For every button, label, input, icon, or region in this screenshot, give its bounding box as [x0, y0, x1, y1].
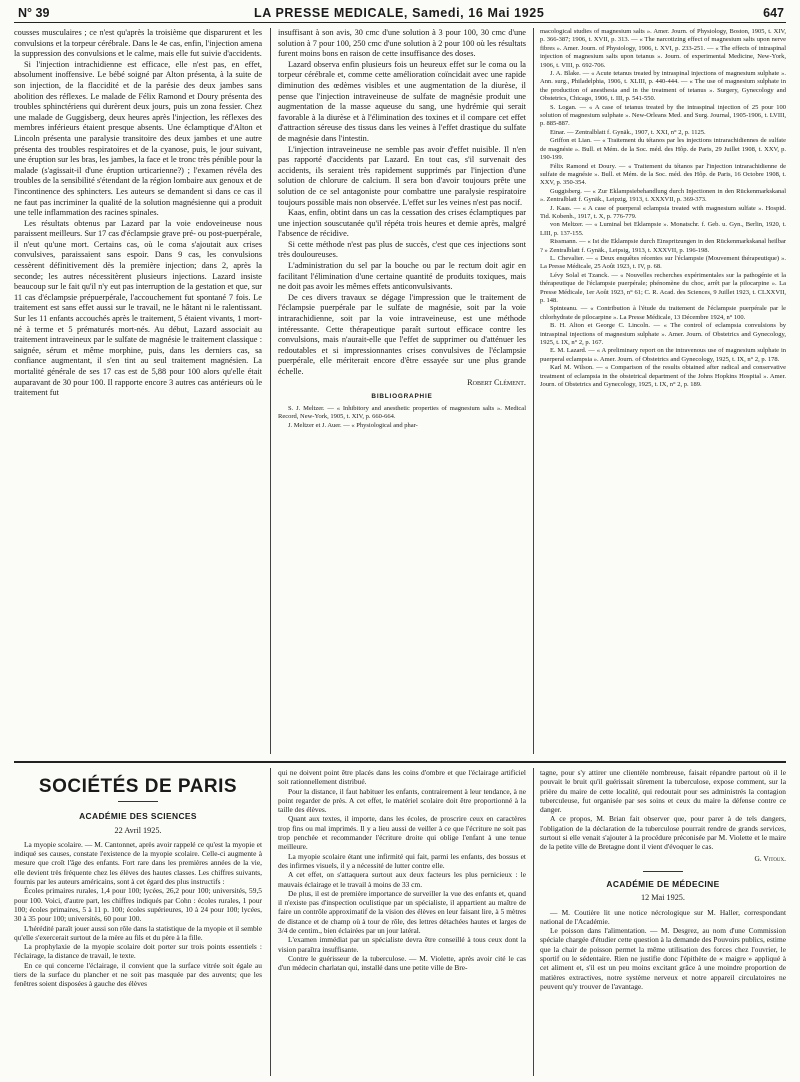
author-signature: G. Vitoux.: [754, 853, 786, 863]
societes-column-3: [540, 768, 786, 1076]
column-divider: [270, 28, 271, 754]
bibliography-entry: Lévy Solal et Tzanck. — « Nouvelles recherches expérimentales sur la pathogénie et la thérapeutique de l'éclampsie puerpérale; phénomène du choc, arrêt par la pilocarpine ». La Presse Médicale, 1er Août 1923, n° 61; C. R. Acad. des Sciences, 9 Juillet 1923, t. CLXXVII, p. 148.: [540, 271, 786, 304]
paragraph: Le poisson dans l'alimentation. — M. Desgrez, au nom d'une Commission spéciale chargée d'étudier cette question à la demande des Pouvoirs publics, estime que la chair de poisson permet la même utilisation des forces chez l'ouvrier, le sportif ou le sédentaire. Rien ne justifie donc l'épithète de « maigre » appliqué à cet aliment et, s'il est un peu moins excitant grâce à une moindre proportion de matières extractives, notre système nerveux et notre appareil circulatoires ne peuvent qu'y trouver de l'avantage.: [540, 926, 786, 991]
paragraph: Quant aux textes, il importe, dans les écoles, de proscrire ceux en caractères trop fins ou mal imprimés. Il y a lieu aussi de veiller à ce que l'écriture ne soit pas trop penchée et recommander l'écriture droite qui oblige l'enfant à une tenue meilleure.: [278, 814, 526, 852]
paragraph: De plus, il est de première importance de surveiller la vue des enfants et, quand il n'existe pas d'inspection oculistique par un spécialiste, il appartient au maître de faire un contrôle approximatif de la vision des élèves en leur faisant lire, à 5 mètres de distance et de champ où à tour de rôle, des lettres détachées hautes et larges de 3/4 de centim., bien éclairées par un jour latéral.: [278, 888, 526, 936]
bibliography-entry: von Meltzer. — « Luminal bei Eklampsie ». Monatschr. f. Geb. u. Gyn., Berlin, 1920, t. LIII, p. 137-155.: [540, 221, 786, 237]
session-date: 22 Avril 1925.: [114, 825, 162, 835]
column-divider: [533, 28, 534, 754]
bibliography-entry: Griffon et Lian. — « Traitement du tétanos par les injections intrarachidiennes de sulfate de magnésie ». Bull. et Mém. de la Soc. méd. des Hôp. de Paris, 29 Juillet 1908, t. XXV, p. 190-199.: [540, 137, 786, 162]
bibliography-entry: macological studies of magnesium salts ». Amer. Journ. of Physiology, Boston, 1905, t. XIV, p. 366-387; 1906, t. XVII, p. 313. — « The narcotizing effect of magnesium salts upon nerve fibres ». Amer. Journ. of Physiology, 1906, t. XVI, p. 233-251. — « The effects of intraspinal injection of magnesium salts upon tetanus ». Journ. of experimental Medicine, New-York, 1906, t. VIII, p. 692-706.: [540, 28, 786, 69]
paragraph: L'administration du sel par la bouche ou par le rectum doit agir en facilitant l'élimination d'une certaine quantité de produits toxiques, mais ne doit pas avoir les mêmes effets anticonvulsivants.: [278, 261, 526, 292]
running-title: LA PRESSE MEDICALE, Samedi, 16 Mai 1925: [254, 6, 545, 20]
paragraph: De ces divers travaux se dégage l'impression que le traitement de l'éclampsie puerpérale par le sulfate de magnésie, soit par la voie intrarachidienne, soit par la voie intraveineuse, est une méthode intéressante. Cette thérapeutique paraît surtout efficace contre les convulsions, mais n'aurait-elle que l'effet de supprimer ou d'atténuer les redoutables et si impressionnantes crises convulsives de l'éclampsie puerpérale, elle mériterait encore d'être essayée sur une plus grande échelle.: [278, 292, 526, 376]
bibliography-entry: J. Meltzer et J. Auer. — « Physiological and phar-: [288, 421, 418, 429]
bibliography-entry: Félix Ramond et Doury. — « Traitement du tétanos par l'injection intrarachidienne de sulfate de magnésie ». Bull. et Mém. de la Soc. méd. des Hôp. de Paris, 16 Octobre 1908, t. XXV, p. 350-354.: [540, 162, 786, 187]
bibliography-entry: Einar. — Zentralblatt f. Gynäk., 1907, t. XXI, n° 2, p. 1125.: [550, 128, 706, 136]
paragraph: La myopie scolaire. — M. Cantonnet, après avoir rappelé ce qu'est la myopie et indiqué ses causes, constate l'existence de la myopie scolaire. Celle-ci augmente à mesure que croît l'âge des enfants. Fort rare dans les premières années de la vie, elle devient très fréquente chez les élèves des hautes classes. Les chiffres suivants, fournis par les auteurs américains, sont à cet égard des plus instructifs :: [14, 839, 262, 887]
page-number: 647: [763, 6, 784, 20]
article-column-1: [14, 28, 262, 754]
bibliography-entry: E. M. Lazard. — « A preliminary report on the intravenous use of magnesium sulphate in puerperal eclampsia ». Amer. Journ. of Obstetrics and Gynecology, 1925, t. IX, n° 2, p. 178.: [540, 347, 786, 363]
issue-number: N° 39: [18, 6, 50, 20]
paragraph: A cet effet, on s'attaquera surtout aux deux facteurs les plus pernicieux : le mauvais éclairage et le travail à moins de 33 cm.: [278, 870, 526, 889]
paragraph: La myopie scolaire étant une infirmité qui fait, parmi les enfants, des bossus et des infirmes visuels, il y a nécessité de lutter contre elle.: [278, 851, 526, 870]
divider-rule: [643, 871, 683, 872]
section-title: SOCIÉTÉS DE PARIS: [38, 776, 238, 797]
title-rule: [118, 801, 158, 802]
column-divider: [533, 768, 534, 1076]
bibliography-entry: Karl M. Wilson. — « Comparison of the results obtained after radical and conservative treatment of eclampsia in the obstetrical department of the Johns Hopkins Hospital ». Amer. Journ. of Obstetrics and Gynecology, 1925, t. IX, n° 2, p. 189.: [540, 364, 786, 389]
paragraph: Kaas, enfin, obtint dans un cas la cessation des crises éclamptiques par une injection souscutanée qu'il répéta trois heures et demie après, malgré l'absence de récidive.: [278, 208, 526, 239]
paragraph: En ce qui concerne l'éclairage, il convient que la surface vitrée soit égale au tiers de la surface du plancher et ne soit pas masquée par des auvents; que les fenêtres soient disposées à gauche des élèves: [14, 960, 262, 989]
bibliography-heading: BIBLIOGRAPHIE: [371, 393, 433, 401]
paragraph: Contre le guérisseur de la tuberculose. — M. Violette, après avoir cité le cas d'un médecin charlatan qui, installé dans une petite ville de Bre-: [278, 953, 526, 973]
column-divider: [270, 768, 271, 1076]
paragraph: Si l'injection intrachidienne est efficace, elle n'est pas, en effet, absolument inoffensive. Le bébé soigné par Alton présenta, à la suite de son injection, de la flaccidité et de la parésie des deux jambes sans abolition des réflexes. Le malade de Félix Ramond et Doury présenta des troubles sphinctériens qui durèrent deux jours, puis un zona fessier. Chez une malade de Guggisberg, deux heures après l'injection, les réflexes des membres inférieurs étaient presque absents. Une éclamptique d'Alton et Lincoln présenta une paralysie transitoire des deux jambes et une autre présenta des troubles respiratoires et de la cyanose, puis, le jour suivant, une éruption sur les bras, les jambes, la face et le tronc très pénible pour la malade (s'agissait-il d'une éruption urticarienne?) ; l'examen révéla des troubles de la sensibilité s'étendant de la région lombaire aux genoux et de l'incontinence des sphincters. Les auteurs se demandent si dans ce cas il ne faut pas incriminer la qualité de la solution magnésienne qui a produit une telle inflammation des racines spinales.: [14, 59, 262, 218]
paragraph: A ce propos, M. Brian fait observer que, pour parer à de tels dangers, l'obligation de la déclaration de la tuberculose pourrait rendre de grands services, surtout si elle venait s'ajouter à la procédure préconisée par M. Violette et le maire de la petite ville de Bretagne dont il vient d'évoquer le cas.: [540, 814, 786, 852]
bibliography-entry: B. H. Alton et George C. Lincoln. — « The control of eclampsia convulsions by intraspinal injections of magnesium sulphate ». Amer. Journ. of Obstetrics and Gynecology, 1925, t. IX, n° 2, p. 167.: [540, 322, 786, 347]
paragraph: L'examen immédiat par un spécialiste devra être conseillé à tous ceux dont la vision paraîtra insuffisante.: [278, 935, 526, 954]
section-rule: [14, 761, 786, 763]
bibliography-column: [540, 28, 786, 754]
paragraph: Lazard observa enfin plusieurs fois un heureux effet sur le coma ou la torpeur cérébrale et, comme cette amélioration coïncidait avec une rapide diminution des œdèmes visibles et une augmentation de la diurèse, il pense que l'injection intraveineuse de sulfate de magnésie produit une augmentation de la masse aqueuse du sang, une hydrémie qui serait favorable à la diurèse et à l'élimination des toxines et il compare cet effet d'attraction séreuse des tissus dans les veines à l'effet drastique du sulfate de magnésie dans l'intestin.: [278, 59, 526, 143]
bibliography-entry: L. Chevalier. — « Deux enquêtes récentes sur l'éclampsie (Mouvement thérapeutique) ». La Presse Médicale, 25 Août 1923, t. IV, p. 68.: [540, 254, 786, 271]
bibliography-entry: S. Logan. — « A case of tetanus treated by the intraspinal injection of 25 pour 100 solution of magnesium sulphate ». New-Orleans Med. and Surg. Journal, 1905-1906, t. LVIII, p. 885-887.: [540, 103, 786, 128]
page-header: [14, 4, 786, 22]
paragraph: Si cette méthode n'est pas plus de succès, c'est que ces injections sont très douloureuses.: [278, 239, 526, 260]
paragraph: Les résultats obtenus par Lazard par la voie endoveineuse nous paraissent meilleurs. Sur 17 cas d'éclampsie grave pré- ou post-puerpérale, il n'eut qu'une mort. Certains cas, où le coma s'ajoutait aux crises convulsives, paraissaient sans espoir. Dans 9 cas, les convulsions cessèrent définitivement dès la première injection; dans 2, après la seconde; les autres nécessitèrent plusieurs injections. Lazard insiste beaucoup sur le fait qu'il n'y eut pas interruption de la gestation et que, sur 11 cas d'éclampsie prépuerpérale, l'accouchement fut spontané 7 fois. Le traitement est sans effet aussi sur le travail, ne le hâtant ni le ralentissant. Sur les 11 enfants accouchés après le traitement, 5 étaient vivants, 1 mort-né à terme et 5 prématurés mort-nés. Au début, Lazard associait au traitement intraveineux par le sulfate de magnésie le traitement classique : saignée, sérum et même morphine, puis, dans les derniers cas, sa confiance augmentant, il s'en tint au seul traitement magnésien. La mortalité générale de ses 17 cas est de 5,88 pour 100 alors qu'elle était auparavant de 30 pour 100. Il rapporte encore 3 autres cas antérieurs où le traitement fut: [14, 218, 262, 398]
author-signature: Robert Clément.: [467, 377, 526, 387]
article-column-2: [278, 28, 526, 754]
bibliography-entry: Guggisberg. — « Zur Eklampsiebehandlung durch Injectionen in den Rückenmarkskanal ». Zentralblatt f. Gynäk., Leipzig, 1913, t. XXXVII, p. 369-373.: [540, 187, 786, 204]
paragraph: qui ne doivent point être placés dans les coins d'ombre et que l'éclairage artificiel soit rationnellement distribué.: [278, 768, 526, 787]
paragraph: tagne, pour s'y attirer une clientèle nombreuse, faisait répandre partout où il le pouvait le bruit qu'il guérissait sûrement la tuberculose, expose comment, sur la prière du maire de cette localité, qui redoutait pour ses administrés la contagion tuberculeuse, fut organisée par ses soins et ceux du maire la défense contre ce danger.: [540, 768, 786, 815]
bibliography-entry: J. A. Blake. — « Acute tetanus treated by intraspinal injections of magnesium sulphate ». Ann. surg., Philadelphia, 1906, t. XLIII, p. 440-444. — « The use of magnesium sulphate in the production of anesthesia and in the treatment of tetanus ». Surgery, Gynecology and Obstetrics, Chicago, 1906, t. III, p. 541-550.: [540, 70, 786, 103]
newspaper-page: [14, 4, 786, 1078]
paragraph: La prophylaxie de la myopie scolaire doit porter sur trois points essentiels : l'éclairage, la distance de travail, le texte.: [14, 942, 262, 961]
societes-column-2: [278, 768, 526, 1076]
paragraph: L'injection intraveineuse ne semble pas avoir d'effet nuisible. Il n'en pas rapporté d'accidents par Lazard. En tout cas, s'il survenait des accidents, ils seraient très rapidement supprimés par l'injection d'une solution de chlorure de calcium. Il sera bon d'avoir toujours prête une solution de ce sel antagoniste pour combattre une paralysie respiratoire toujours possible mais non observée. L'effet sur les veines n'est pas nocif.: [278, 144, 526, 207]
academy-heading: ACADÉMIE DE MÉDECINE: [606, 878, 720, 889]
societes-column-1: [14, 768, 262, 1076]
bibliography-entry: S. J. Meltzer. — « Inhibitory and anesthetic properties of magnesium salts ». Medical Record, New-York, 1905, t. XIV, p. 660-664.: [278, 404, 526, 421]
bibliography-entry: Rissmann. — « Ist die Eklampsie durch Einspritzungen in den Rückenmarkskanal heilbar ? » Zentralblatt f. Gynäk., Leipsig, 1913, t. XXXVII, p. 196-198.: [540, 238, 786, 254]
header-rule: [14, 22, 786, 23]
paragraph: L'hérédité paraît jouer aussi son rôle dans la statistique de la myopie et il semble qu'elle s'exercerait surtout de la mère au fils et du père à la fille.: [14, 923, 262, 942]
paragraph: cousses musculaires ; ce n'est qu'après la troisième que disparurent et les convulsions et la torpeur cérébrale. Dans le 4e cas, enfin, l'injection amena la suppression des convulsions et le calme, mais elle fut suivie d'accidents.: [14, 28, 262, 59]
bibliography-entry: J. Kaas. — « A case of puerperal eclampsia treated with magnesium sulfate ». Hospid. Tid. Kobenh., 1917, t. X, p. 776-779.: [540, 204, 786, 220]
session-date: 12 Mai 1925.: [641, 893, 685, 903]
academy-heading: ACADÉMIE DES SCIENCES: [79, 811, 197, 822]
paragraph: Écoles primaires rurales, 1,4 pour 100; lycées, 26,2 pour 100; universités, 59,5 pour 100. Voici, d'autre part, les chiffres indiqués par Cohn : écoles rurales, 1 pour 100; écoles primaires, 5 à 11 p. 100; écoles supérieures, 10 à 24 pour 100; lycées, 30 à 35 pour 100; universités, 60 pour 100.: [14, 886, 262, 924]
bibliography-entry: Spinteanu. — « Contribution à l'étude du traitement de l'éclampsie puerpérale par le chlorhydrate de pilocarpine ». La Presse Médicale, 13 Décembre 1924, n° 100.: [540, 305, 786, 321]
paragraph: insuffisant à son avis, 30 cmc d'une solution à 3 pour 100, 30 cmc d'une solution à 7 pour 100, 250 cmc d'une solution à 2 pour 100 où les résultats furent moins bons en raison de cette insuffisance des doses.: [278, 28, 526, 59]
paragraph: — M. Coutière lit une notice nécrologique sur M. Haller, correspondant national de l'Académie.: [540, 907, 786, 926]
paragraph: Pour la distance, il faut habituer les enfants, contrairement à leur tendance, à ne point regarder de près. A cet effet, le matériel scolaire doit être proportionné à la taille des élèves.: [278, 786, 526, 815]
